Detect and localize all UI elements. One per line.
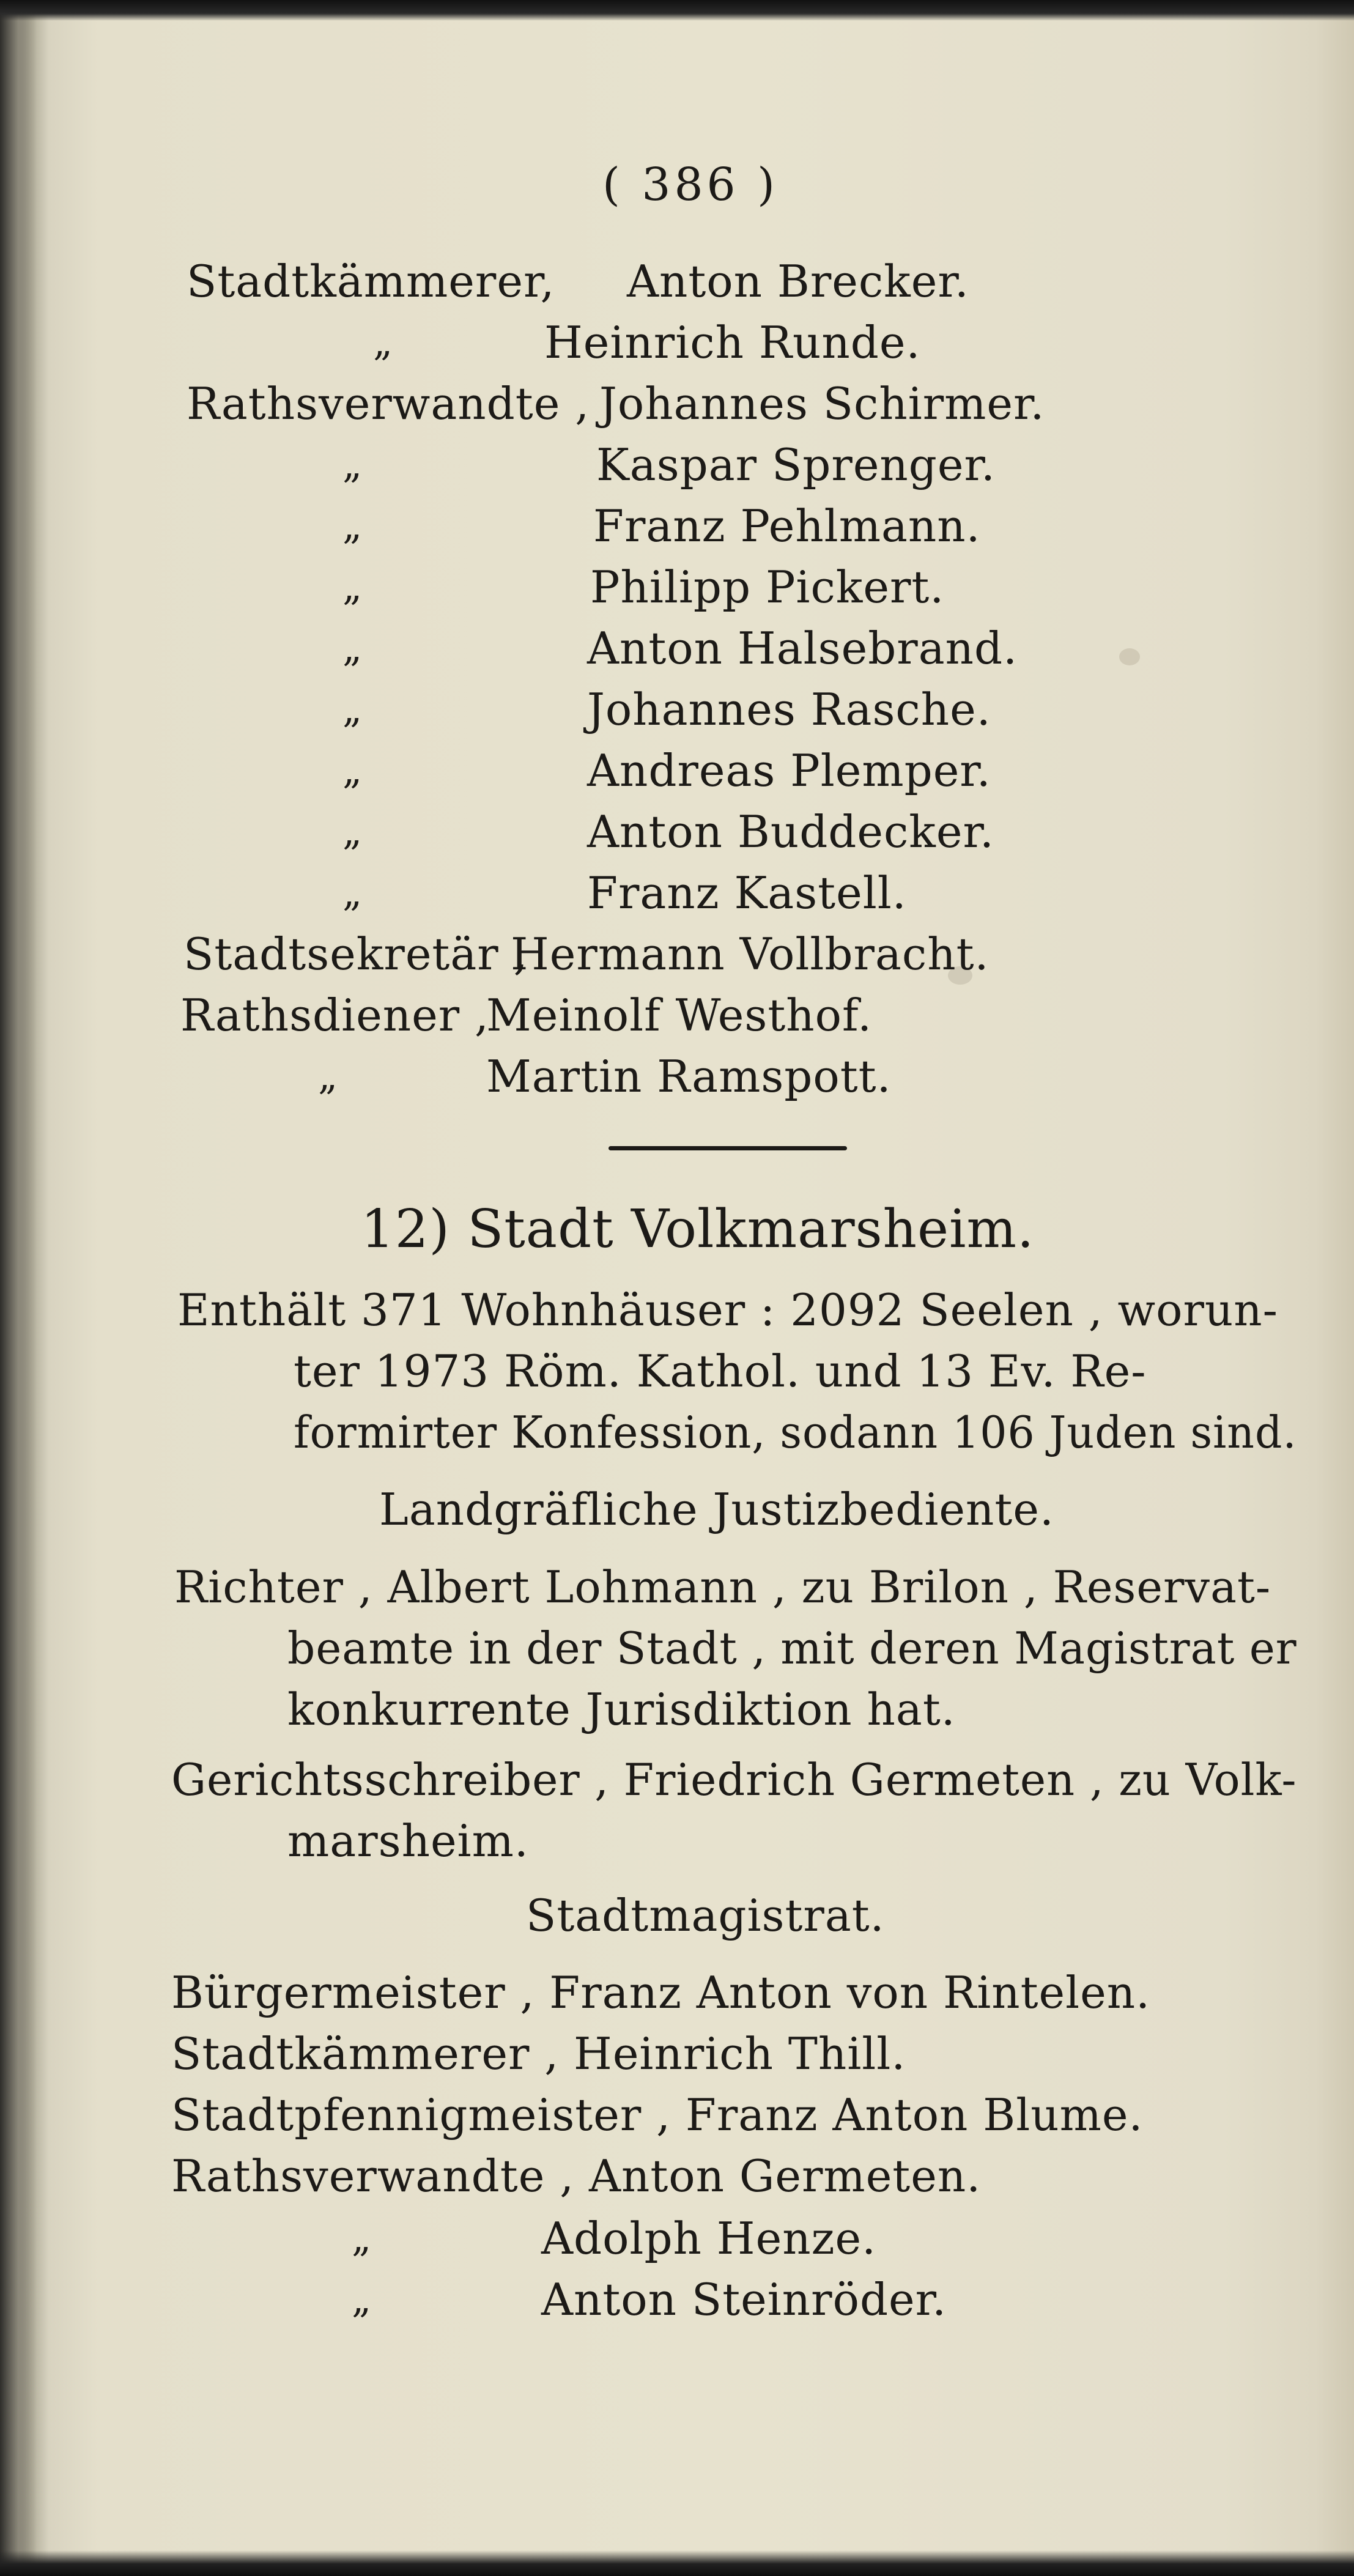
justice-line: Richter , Albert Lohmann , zu Brilon , Reservat- bbox=[174, 1561, 1271, 1613]
paper-stain bbox=[1119, 648, 1140, 665]
official-name: Johannes Rasche. bbox=[587, 684, 991, 735]
official-name: Martin Ramspott. bbox=[486, 1051, 892, 1102]
subheading-justice: Landgräfliche Justizbediente. bbox=[379, 1484, 1054, 1535]
official-name: Anton Brecker. bbox=[627, 256, 969, 307]
ditto-mark: „ bbox=[342, 442, 363, 487]
official-name: Meinolf Westhof. bbox=[486, 990, 872, 1041]
justice-line: beamte in der Stadt , mit deren Magistrat er bbox=[287, 1623, 1297, 1674]
official-name: Franz Pehlmann. bbox=[593, 500, 981, 552]
ditto-mark: „ bbox=[373, 320, 394, 365]
subheading-magistrat: Stadtmagistrat. bbox=[526, 1890, 885, 1941]
intro-line: formirter Konfession, sodann 106 Juden sind. bbox=[294, 1407, 1297, 1458]
magistrat-line: Rathsverwandte , Anton Germeten. bbox=[171, 2150, 982, 2202]
ditto-mark: „ bbox=[342, 870, 363, 915]
official-name: Adolph Henze. bbox=[541, 2213, 877, 2264]
official-name: Franz Kastell. bbox=[587, 867, 907, 919]
section-heading: 12) Stadt Volkmarsheim. bbox=[361, 1199, 1035, 1260]
magistrat-line: Stadtkämmerer , Heinrich Thill. bbox=[171, 2028, 906, 2079]
justice-line: Gerichtsschreiber , Friedrich Germeten , zu Volk- bbox=[171, 1754, 1297, 1805]
scan-bottom-edge bbox=[0, 2550, 1354, 2576]
justice-line: marsheim. bbox=[287, 1815, 529, 1867]
ditto-mark: „ bbox=[342, 503, 363, 548]
section-divider bbox=[609, 1146, 847, 1150]
intro-line: Enthält 371 Wohnhäuser : 2092 Seelen , worun- bbox=[177, 1284, 1278, 1336]
official-name: Heinrich Runde. bbox=[544, 317, 921, 368]
page-number: ( 386 ) bbox=[602, 158, 779, 211]
magistrat-line: Stadtpfennigmeister , Franz Anton Blume. bbox=[171, 2089, 1144, 2141]
magistrat-line: Bürgermeister , Franz Anton von Rintelen. bbox=[171, 1967, 1151, 2018]
role-label: Rathsdiener , bbox=[180, 990, 489, 1041]
official-name: Kaspar Sprenger. bbox=[596, 439, 996, 490]
role-label: Rathsverwandte , bbox=[187, 378, 590, 429]
official-name: Anton Halsebrand. bbox=[587, 623, 1018, 674]
scan-top-edge bbox=[0, 0, 1354, 21]
role-label: Stadtsekretär , bbox=[183, 928, 528, 980]
official-name: Hermann Vollbracht. bbox=[511, 928, 990, 980]
ditto-mark: „ bbox=[342, 687, 363, 731]
intro-line: ter 1973 Röm. Kathol. und 13 Ev. Re- bbox=[294, 1345, 1147, 1397]
official-name: Philipp Pickert. bbox=[590, 561, 945, 613]
role-label: Stadtkämmerer, bbox=[187, 256, 555, 307]
justice-line: konkurrente Jurisdiktion hat. bbox=[287, 1684, 956, 1735]
ditto-mark: „ bbox=[342, 564, 363, 609]
official-name: Andreas Plemper. bbox=[587, 745, 991, 796]
ditto-mark: „ bbox=[318, 1054, 339, 1098]
ditto-mark: „ bbox=[342, 809, 363, 854]
official-name: Anton Steinröder. bbox=[541, 2274, 947, 2325]
official-name: Johannes Schirmer. bbox=[599, 378, 1045, 429]
ditto-mark: „ bbox=[342, 748, 363, 793]
official-name: Anton Buddecker. bbox=[587, 806, 994, 857]
ditto-mark: „ bbox=[342, 626, 363, 670]
ditto-mark: „ bbox=[352, 2216, 372, 2260]
ditto-mark: „ bbox=[352, 2277, 372, 2322]
book-gutter bbox=[0, 0, 37, 2576]
